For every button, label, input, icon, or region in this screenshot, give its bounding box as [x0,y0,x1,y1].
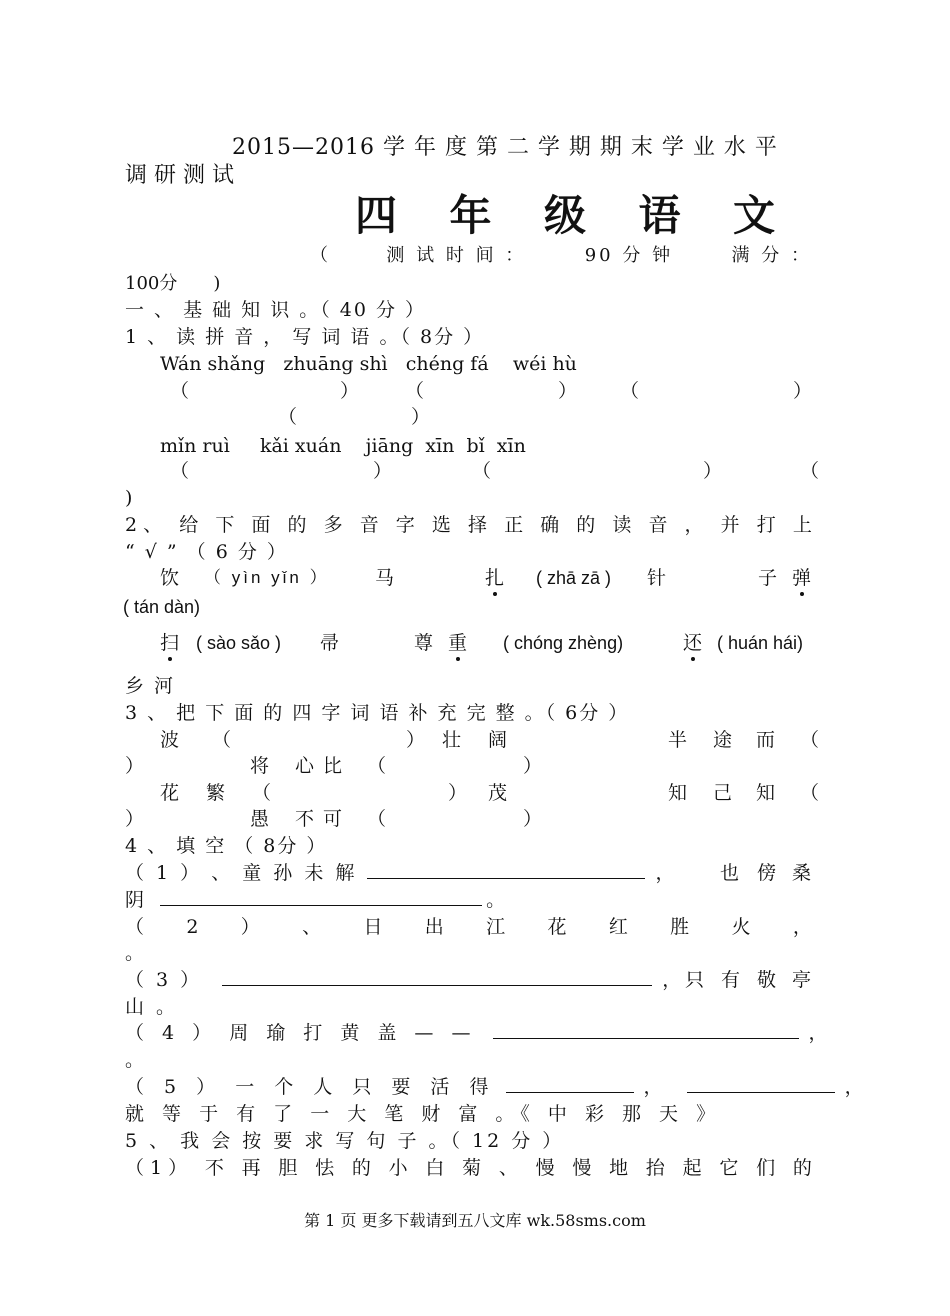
question-3-text: 3 、 把 下 面 的 四 字 词 语 补 充 完 整 。（ 6分 ） [125,702,630,724]
q2-char: 的 [576,514,596,536]
idiom-char: 波 [160,729,180,751]
polyphone-word: 扫 [160,632,180,654]
q2-char: 面 [251,514,271,536]
fill-item-punct: ， [662,969,682,991]
answer-bracket[interactable] [125,485,132,511]
idiom-char: 途 [713,729,733,751]
idiom-blank-open[interactable]: （ [367,755,387,777]
q2-char: 择 [467,514,487,536]
idiom-char: 阔 [488,729,508,751]
idiom-char: 花 [160,782,180,804]
fill-blank[interactable] [222,967,652,986]
answer-bracket[interactable] [170,378,189,404]
fill-blank[interactable] [506,1074,634,1093]
title-char: 年 [449,191,492,240]
polyphone-word: 尊 [414,632,434,654]
fill-item-2 [125,914,812,940]
test-info-score: 100分 ) [125,273,221,294]
fill-item-char: 桑 [792,862,812,884]
idiom-char: 比 [323,755,343,777]
sentence-char: 白 [425,1157,445,1179]
fill-item-punct: 。 [125,942,145,964]
q2-char: 打 [756,514,776,536]
q2-char: 的 [287,514,307,536]
question-2-title [125,512,812,538]
footer-text: 第 1 页 更多下载请到五八文库 wk.58sms.com [304,1211,646,1230]
fill-item-3 [125,967,812,993]
test-info-part: 测 试 时 间 ： [386,245,527,266]
pinyin-choice[interactable]: ( huán hái) [717,633,804,653]
idiom-char: 不 [295,808,315,830]
fill-item-char: 敬 [757,969,777,991]
question-2-title-2 [125,539,812,565]
bracket-close: ） [558,380,578,402]
exam-header-text-2: 调 研 测 试 [125,163,234,188]
fill-item-char: 出 [424,916,444,938]
pinyin-choice[interactable]: ( zhā zā ) [536,568,612,588]
title-char: 语 [638,191,681,240]
idiom-blank-open[interactable]: （ [800,782,820,804]
fill-item-3-cont [125,994,812,1020]
question-3-title [125,700,812,726]
pinyin-text: mǐn ruì kǎi xuán jiāng xīn bǐ xīn [160,435,526,457]
bracket-open: （ [472,460,492,482]
idiom-char: 愚 [250,808,270,830]
sentence-char: 起 [682,1157,702,1179]
q2-title-text: “ √ ” （ 6 分 ） [125,541,288,563]
q2-char: 确 [540,514,560,536]
bracket-close: ） [703,460,723,482]
question-1-title [125,324,812,350]
fill-item-text: （ 3 ） [125,969,203,991]
fill-blank[interactable] [687,1074,835,1093]
fill-item-char: 只 [685,969,705,991]
polyphone-word: 重 [448,632,468,654]
section-heading-text: 一 、 基 础 知 识 。（ 40 分 ） [125,299,427,321]
question-4-text: 4 、 填 空 （ 8分 ） [125,835,328,857]
polyphone-word: 还 [683,632,703,654]
sentence-char: （ 1 ） [125,1157,188,1179]
bracket-open: （ [620,380,640,402]
sentence-char: 不 [204,1157,224,1179]
page-title [355,190,775,242]
answer-bracket[interactable] [800,458,819,484]
test-info-part: 90 分 钟 [584,245,674,266]
idiom-char: 知 [756,782,776,804]
q2-char: 读 [612,514,632,536]
idiom-blank-open[interactable]: （ [252,782,272,804]
idiom-blank-close[interactable]: ） [523,808,543,830]
sentence-char: 再 [241,1157,261,1179]
idiom-blank-close[interactable]: ） [125,808,145,830]
exam-header-line [232,135,814,161]
polyphone-word: 马 [375,567,395,589]
fill-item-char: 2 [186,916,199,938]
test-info [310,243,812,269]
pinyin-text: Wán shǎng zhuāng shì chéng fá wéi hù [160,353,577,375]
fill-item-1 [125,860,812,886]
fill-item-text: 山 。 [125,996,179,1018]
q2-char: 正 [504,514,524,536]
answer-bracket[interactable] [472,458,491,484]
fill-item-punct: ， [844,1076,864,1098]
sentence-char: 小 [388,1157,408,1179]
polyphone-word: 弹 [792,567,812,589]
bracket-close: ） [373,460,393,482]
page-footer [0,1210,950,1232]
polyphone-word: 帚 [320,632,340,654]
fill-item-char: 日 [363,916,383,938]
answer-bracket[interactable] [703,458,722,484]
q2-char: 多 [323,514,343,536]
fill-item-char: 、 [302,916,322,938]
idiom-char: 壮 [442,729,462,751]
idiom-char: 将 [250,755,270,777]
pinyin-choice: ( tán dàn) [123,597,201,617]
sentence-char: 们 [756,1157,776,1179]
idiom-char: 而 [756,729,776,751]
title-char: 文 [732,191,775,240]
idiom-char: 可 [323,808,343,830]
bracket-open: （ [170,460,190,482]
answer-bracket[interactable] [793,378,812,404]
q2-char: 选 [431,514,451,536]
fill-blank[interactable] [493,1020,799,1039]
bracket-open: （ [405,380,425,402]
bracket-open: （ [800,460,820,482]
fill-item-punct: 。 [125,1049,145,1071]
idiom-char: 己 [713,782,733,804]
fill-item-char: 花 [547,916,567,938]
idiom-blank-close[interactable]: ） [448,782,468,804]
idiom-char: 心 [295,755,315,777]
exam-header-text: 2015—2016 学 年 度 第 二 学 期 期 末 学 业 水 平 [232,135,778,160]
pinyin-row [160,351,577,377]
answer-bracket[interactable] [620,378,639,404]
fill-item-2-cont [125,940,812,966]
idiom-char: 繁 [206,782,226,804]
fill-item-text: （ 5 ） 一 个 人 只 要 活 得 [125,1076,496,1098]
sentence-char: 慢 [535,1157,555,1179]
idiom-blank-open[interactable]: （ [212,729,232,751]
q2-char: 音 [359,514,379,536]
pinyin-choice[interactable]: ( chóng zhèng) [503,633,624,653]
fill-item-char: 有 [721,969,741,991]
fill-item-punct: ， [643,1076,663,1098]
fill-item-punct: ， [655,862,675,884]
fill-item-punct: 。 [486,889,506,911]
polyphone-word: 针 [647,567,667,589]
fill-item-char: （ [125,916,145,938]
sentence-char: 它 [719,1157,739,1179]
title-char: 级 [543,191,586,240]
idiom-char: 知 [668,782,688,804]
sentence-char: 、 [498,1157,518,1179]
fill-item-char: 胜 [670,916,690,938]
question-5-title [125,1128,812,1154]
title-char: 四 [355,191,398,240]
fill-item-text: 就 等 于 有 了 一 大 笔 财 富 。《 中 彩 那 天 》 [125,1103,722,1125]
sentence-char: 的 [351,1157,371,1179]
question-1-text: 1 、 读 拼 音 ， 写 词 语 。（ 8分 ） [125,326,485,348]
fill-item-punct: ， [808,1022,828,1044]
pinyin-choice[interactable]: （ yìn yǐn ） [204,568,330,587]
polyphone-row-end [125,673,812,699]
idiom-blank-open[interactable]: （ [800,729,820,751]
fill-item-char: 红 [608,916,628,938]
q2-char: 给 [179,514,199,536]
answer-bracket[interactable] [340,378,359,404]
bracket-open: （ [170,380,190,402]
fill-item-1-cont [125,887,505,913]
fill-item-char: 火 [731,916,751,938]
q2-char: 2 、 [125,514,163,536]
fill-item-text: （ 4 ） 周 瑜 打 黄 盖 — — [125,1022,477,1044]
idiom-blank-close[interactable]: ） [406,729,426,751]
polyphone-word: 饮 [160,567,180,589]
answer-bracket[interactable] [558,378,577,404]
sentence-char: 胆 [278,1157,298,1179]
q2-char: ， [684,514,704,536]
fill-item-5-cont [125,1101,812,1127]
sentence-item-1 [125,1155,812,1181]
fill-item-5 [125,1074,864,1100]
answer-bracket[interactable] [373,458,392,484]
polyphone-word: 子 [758,567,778,589]
answer-bracket[interactable] [405,378,424,404]
q2-char: 字 [395,514,415,536]
fill-item-char: 江 [486,916,506,938]
exam-header-line-2 [125,163,812,189]
fill-blank[interactable] [367,860,645,879]
answer-bracket[interactable] [278,404,430,430]
fill-item-4 [125,1020,828,1046]
sentence-char: 的 [792,1157,812,1179]
sentence-char: 慢 [572,1157,592,1179]
sentence-char: 地 [609,1157,629,1179]
fill-item-char: 亭 [792,969,812,991]
pinyin-choice-line[interactable] [123,594,200,620]
idiom-blank-close[interactable]: ） [125,755,145,777]
bracket-close: ） [340,380,360,402]
idiom-blank-close[interactable]: ） [523,755,543,777]
bracket-close: ） [793,380,813,402]
sentence-char: 怯 [315,1157,335,1179]
section-heading [125,297,812,323]
answer-bracket[interactable] [170,458,189,484]
sentence-char: 菊 [462,1157,482,1179]
question-5-text: 5 、 我 会 按 要 求 写 句 子 。（ 12 分 ） [125,1130,565,1152]
q2-char: 下 [215,514,235,536]
fill-item-char: ， [792,916,812,938]
fill-item-text: （ 1 ） 、 童 孙 未 解 [125,862,358,884]
idiom-blank-open[interactable]: （ [367,808,387,830]
q2-char: 上 [792,514,812,536]
fill-item-char: 也 [720,862,740,884]
bracket-close: ) [125,487,133,509]
fill-item-char: ） [240,916,260,938]
fill-item-4-cont [125,1047,812,1073]
question-4-title [125,833,812,859]
pinyin-row [160,433,526,459]
test-info-part: 满 分 ： [731,245,812,266]
fill-blank[interactable] [160,887,482,906]
fill-item-char: 傍 [757,862,777,884]
pinyin-choice[interactable]: ( sào sǎo ) [196,633,282,653]
fill-item-char: 阴 [125,889,145,911]
q2-char: 音 [648,514,668,536]
idiom-char: 茂 [488,782,508,804]
bracket-pair: （ ） [278,406,431,428]
test-info-part: （ [310,245,328,266]
sentence-char: 抬 [645,1157,665,1179]
polyphone-word: 乡 河 [125,675,176,697]
polyphone-word: 扎 [485,567,505,589]
test-info-line-2 [125,271,812,297]
q2-char: 并 [720,514,740,536]
idiom-char: 半 [668,729,688,751]
